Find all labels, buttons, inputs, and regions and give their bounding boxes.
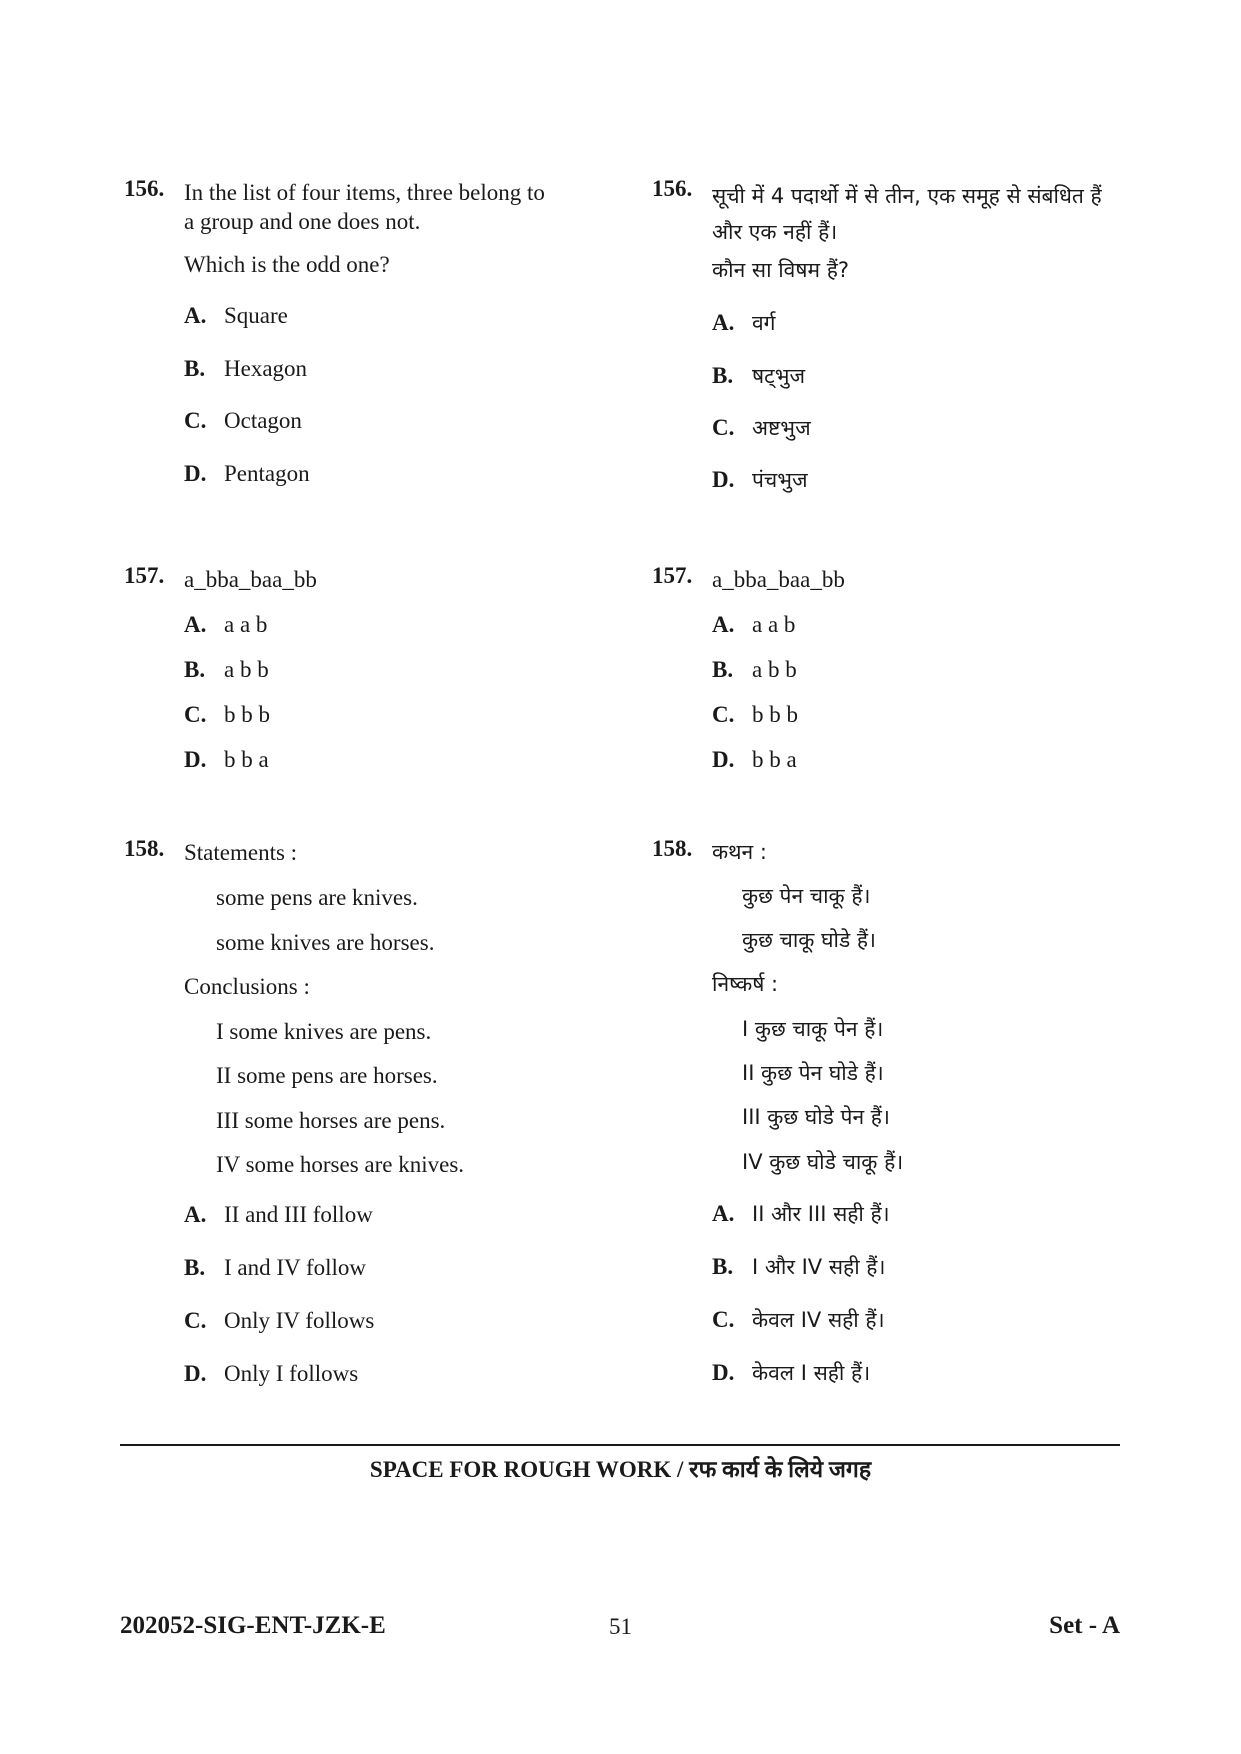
q156-option-a-en[interactable] <box>184 303 288 329</box>
q157-option-d-hi[interactable] <box>712 747 797 773</box>
option-letter: C. <box>184 1308 207 1333</box>
q158-statements-label-en: Statements : <box>184 840 298 865</box>
q158-option-c-hi[interactable] <box>712 1306 885 1334</box>
q158-conclusion-3-en: III some horses are pens. <box>216 1108 446 1133</box>
option-text: Square <box>224 303 288 328</box>
q158-conclusion-4-en: IV some horses are knives. <box>216 1152 465 1177</box>
option-text: a a b <box>224 612 268 637</box>
footer-paper-code: 202052-SIG-ENT-JZK-E <box>120 1612 386 1639</box>
q156-stem-line2-en: a group and one does not. <box>184 209 421 234</box>
q158-conclusion-4-hi: IV कुछ घोडे चाकू हैं। <box>742 1150 904 1174</box>
footer-set-label: Set - A <box>1049 1612 1120 1639</box>
option-letter: A. <box>184 612 207 637</box>
q158-statement-1-en: some pens are knives. <box>216 885 418 910</box>
option-letter: D. <box>184 1361 207 1386</box>
rough-work-label: SPACE FOR ROUGH WORK / रफ कार्य के लिये जगह <box>369 1457 872 1482</box>
option-text: I और IV सही हैं। <box>752 1255 886 1279</box>
q157-option-a-hi[interactable] <box>712 612 795 638</box>
option-letter: A. <box>184 1202 207 1227</box>
option-letter: D. <box>184 461 207 486</box>
option-text: b b a <box>224 747 269 772</box>
q158-conclusions-label-en: Conclusions : <box>184 974 310 999</box>
option-text: a b b <box>752 657 797 682</box>
q156-stem-hi <box>712 178 1102 250</box>
option-letter: B. <box>712 1254 734 1279</box>
q156-number-en: 156. <box>124 176 165 201</box>
q157-option-c-hi[interactable] <box>712 702 798 728</box>
option-letter: B. <box>184 657 206 682</box>
option-text: केवल IV सही हैं। <box>752 1308 885 1332</box>
q156-option-c-en[interactable] <box>184 408 302 434</box>
q157-option-b-en[interactable] <box>184 657 269 683</box>
option-letter: D. <box>184 747 207 772</box>
option-text: Hexagon <box>224 356 308 381</box>
option-text: b b b <box>752 702 798 727</box>
option-letter: C. <box>712 702 735 727</box>
q157-number-en: 157. <box>124 563 165 588</box>
option-text: II and III follow <box>224 1202 373 1227</box>
q157-option-a-en[interactable] <box>184 612 267 638</box>
q158-statement-2-en: some knives are horses. <box>216 930 435 955</box>
q156-stem-line2-hi: और एक नहीं हैं। <box>712 220 838 244</box>
q156-prompt-en: Which is the odd one? <box>184 252 390 277</box>
option-letter: B. <box>712 363 734 388</box>
option-letter: C. <box>184 408 207 433</box>
q157-option-c-en[interactable] <box>184 702 270 728</box>
q156-stem-line1-en: In the list of four items, three belong to <box>184 180 545 205</box>
option-text: अष्टभुज <box>752 416 811 440</box>
q158-option-b-hi[interactable] <box>712 1253 885 1281</box>
option-letter: C. <box>712 1307 735 1332</box>
q158-conclusion-2-hi: II कुछ पेन घोडे हैं। <box>742 1061 884 1085</box>
option-letter: C. <box>712 415 735 440</box>
option-text: b b b <box>224 702 270 727</box>
option-text: षट्भुज <box>752 364 806 388</box>
q156-option-c-hi[interactable] <box>712 414 811 442</box>
option-text: II और III सही हैं। <box>752 1202 890 1226</box>
option-text: Pentagon <box>224 461 310 486</box>
q158-option-d-en[interactable] <box>184 1361 358 1387</box>
q158-statement-1-hi: कुछ पेन चाकू हैं। <box>742 884 871 908</box>
q156-option-b-hi[interactable] <box>712 362 805 390</box>
q157-option-b-hi[interactable] <box>712 657 797 683</box>
option-letter: B. <box>184 1255 206 1280</box>
option-letter: B. <box>712 657 734 682</box>
option-text: Only IV follows <box>224 1308 375 1333</box>
q158-number-en: 158. <box>124 836 165 861</box>
q156-option-a-hi[interactable] <box>712 309 776 337</box>
option-letter: C. <box>184 702 207 727</box>
rough-work-divider <box>120 1444 1120 1446</box>
option-letter: B. <box>184 356 206 381</box>
q158-conclusion-2-en: II some pens are horses. <box>216 1063 438 1088</box>
q158-conclusion-3-hi: III कुछ घोडे पेन हैं। <box>742 1105 890 1129</box>
q158-option-d-hi[interactable] <box>712 1359 870 1387</box>
option-letter: D. <box>712 747 735 772</box>
q157-option-d-en[interactable] <box>184 747 269 773</box>
option-text: b b a <box>752 747 797 772</box>
q158-option-a-hi[interactable] <box>712 1200 890 1228</box>
q157-stem-hi: a_bba_baa_bb <box>712 567 845 592</box>
q156-option-d-hi[interactable] <box>712 466 808 494</box>
option-letter: A. <box>712 310 735 335</box>
footer-page-number: 51 <box>609 1614 632 1639</box>
option-letter: A. <box>184 303 207 328</box>
option-text: Only I follows <box>224 1361 359 1386</box>
q158-option-b-en[interactable] <box>184 1255 366 1281</box>
option-letter: D. <box>712 467 735 492</box>
option-text: a a b <box>752 612 796 637</box>
option-letter: A. <box>712 1201 735 1226</box>
q156-number-hi: 156. <box>652 176 693 201</box>
q158-number-hi: 158. <box>652 836 693 861</box>
q156-prompt-hi: कौन सा विषम हैं? <box>712 258 849 282</box>
option-text: वर्ग <box>752 311 776 335</box>
option-text: केवल I सही हैं। <box>752 1361 871 1385</box>
option-text: I and IV follow <box>224 1255 367 1280</box>
q158-statement-2-hi: कुछ चाकू घोडे हैं। <box>742 928 876 952</box>
q158-statements-label-hi: कथन : <box>712 840 767 864</box>
q156-option-b-en[interactable] <box>184 356 307 382</box>
q158-option-c-en[interactable] <box>184 1308 374 1334</box>
q158-conclusions-label-hi: निष्कर्ष : <box>712 972 779 996</box>
q156-option-d-en[interactable] <box>184 461 310 487</box>
q157-stem-en: a_bba_baa_bb <box>184 567 317 592</box>
option-letter: D. <box>712 1360 735 1385</box>
option-letter: A. <box>712 612 735 637</box>
q157-number-hi: 157. <box>652 563 693 588</box>
q156-stem-en <box>184 178 545 236</box>
option-text: Octagon <box>224 408 302 433</box>
q158-conclusion-1-en: I some knives are pens. <box>216 1019 432 1044</box>
q158-conclusion-1-hi: I कुछ चाकू पेन हैं। <box>742 1017 884 1041</box>
q156-stem-line1-hi: सूची में 4 पदार्थो में से तीन, एक समूह से संबधित हैं <box>712 184 1102 208</box>
option-text: a b b <box>224 657 269 682</box>
q158-option-a-en[interactable] <box>184 1202 373 1228</box>
option-text: पंचभुज <box>752 468 808 492</box>
